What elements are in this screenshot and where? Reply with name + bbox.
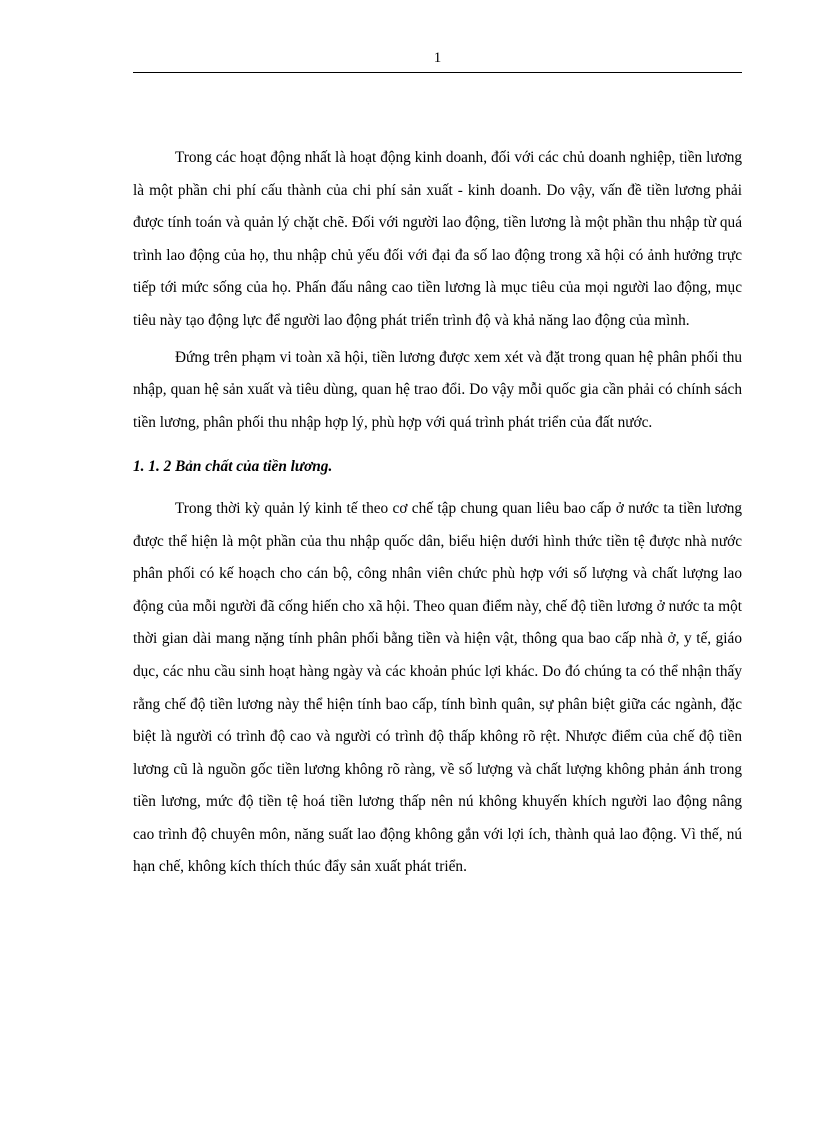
section-heading: 1. 1. 2 Bản chất của tiền lương. — [133, 458, 333, 476]
page-number: 1 — [433, 50, 442, 66]
paragraph-1: Trong các hoạt động nhất là hoạt động kinh doanh, đối với các chủ doanh nghiệp, tiền lương là một phần chi phí cấu thành của chi phí sản xuất - kinh doanh. Do vậy, vấn đề tiền lương phải được tính toán và quản lý chặt chẽ. Đối với người lao động, tiền lương là một phần thu nhập từ quá trình lao động của họ, thu nhập chủ yếu đối với đại đa số lao động trong xã hội có ảnh hưởng trực tiếp tới mức sống của họ. Phấn đấu nâng cao tiền lương là mục tiêu của mọi người lao động, mục tiêu này tạo động lực để người lao động phát triển trình độ và khả năng lao động của mình. — [133, 149, 742, 329]
paragraph-3: Trong thời kỳ quản lý kinh tế theo cơ chế tập chung quan liêu bao cấp ở nước ta tiền lương được thể hiện là một phần của thu nhập quốc dân, biểu hiện dưới hình thức tiền tệ được nhà nước phân phối có kế hoạch cho cán bộ, công nhân viên chức phù hợp với số lượng và chất lượng lao động của mỗi người đã cống hiến cho xã hội. Theo quan điểm này, chế độ tiền lương ở nước ta một thời gian dài mang nặng tính phân phối bằng tiền và hiện vật, thông qua bao cấp nhà ở, y tế, giáo dục, các nhu cầu sinh hoạt hàng ngày và các khoản phúc lợi khác. Do đó chúng ta có thể nhận thấy rằng chế độ tiền lương này thể hiện tính bao cấp, tính bình quân, sự phân biệt giữa các ngành, đặc biệt là người có trình độ cao và người có trình độ thấp không rõ rệt. Nhược điểm của chế độ tiền lương cũ là nguồn gốc tiền lương không rõ ràng, về số lượng và chất lượng không phản ánh trong tiền lương, mức độ tiền tệ hoá tiền lương thấp nên nú không khuyến khích người lao động nâng cao trình độ chuyên môn, năng suất lao động không gắn với lợi ích, thành quả lao động. Vì thế, nú hạn chế, không kích thích thúc đẩy sản xuất phát triển. — [133, 499, 742, 876]
document-body — [133, 142, 742, 884]
header-rule — [133, 72, 742, 73]
paragraph-2: Đứng trên phạm vi toàn xã hội, tiền lương được xem xét và đặt trong quan hệ phân phối thu nhập, quan hệ sản xuất và tiêu dùng, quan hệ trao đổi. Do vậy mỗi quốc gia cần phải có chính sách tiền lương, phân phối thu nhập hợp lý, phù hợp với quá trình phát triển của đất nước. — [133, 348, 742, 431]
